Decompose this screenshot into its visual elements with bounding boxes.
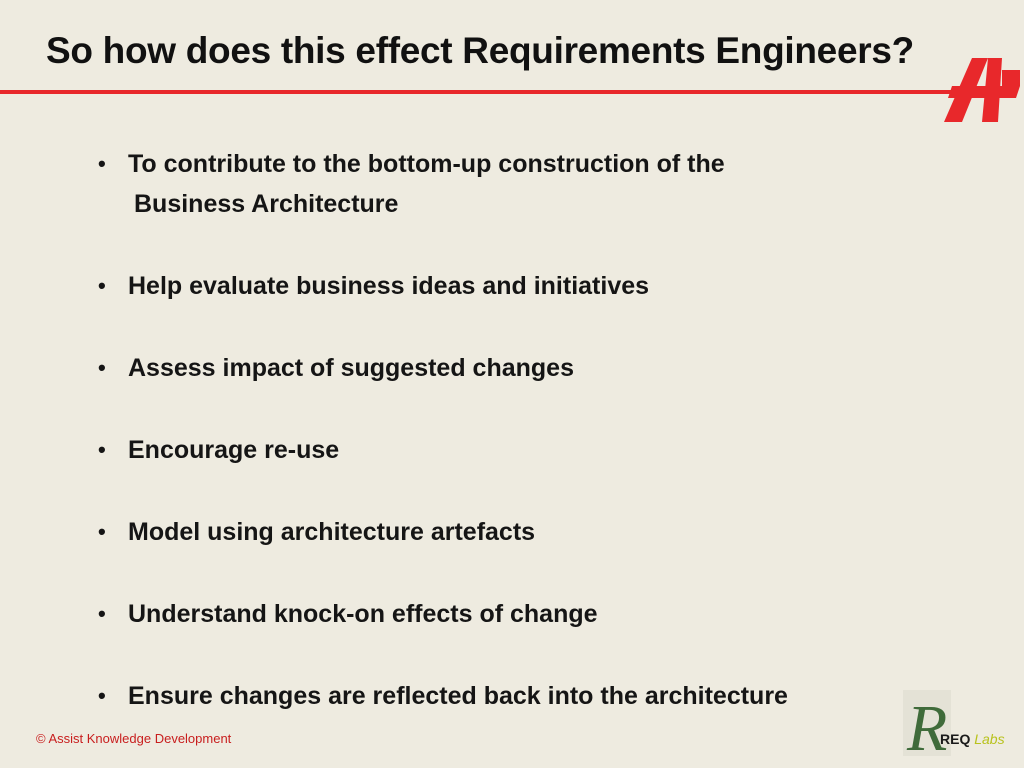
bullet-text: Ensure changes are reflected back into the architecture [128,682,788,710]
bullet-item [98,594,928,634]
bullet-item [98,512,928,552]
bullet-text: Business Architecture [134,190,399,218]
bullet-text: Help evaluate business ideas and initiatives [128,272,650,300]
bullet-glyph: • [98,601,106,626]
bullet-glyph: • [98,273,106,298]
reqlabs-logo-letter: R [907,692,948,756]
assist-logo-icon [942,56,1022,124]
bullet-glyph: • [98,683,106,708]
bullet-item [98,430,928,470]
bullet-list [98,144,928,758]
reqlabs-req: REQ [940,731,971,747]
bullet-item [98,676,928,716]
bullet-text: To contribute to the bottom-up construction of the [128,150,725,178]
bullet-text: Encourage re-use [128,436,340,464]
bullet-glyph: • [98,519,106,544]
bullet-glyph: • [98,151,106,176]
reqlabs-labs: Labs [974,731,1005,747]
slide-title: So how does this effect Requirements Engineers? [46,30,914,71]
bullet-item [98,266,928,306]
bullet-text: Understand knock-on effects of change [128,600,598,628]
reqlabs-wordmark [940,731,1005,747]
title-underline [0,90,965,94]
copyright-footer: © Assist Knowledge Development [36,731,232,746]
bullet-text: Assess impact of suggested changes [128,354,574,382]
bullet-glyph: • [98,355,106,380]
bullet-text: Model using architecture artefacts [128,518,536,546]
bullet-item [98,144,928,224]
bullet-item [98,348,928,388]
bullet-glyph: • [98,437,106,462]
